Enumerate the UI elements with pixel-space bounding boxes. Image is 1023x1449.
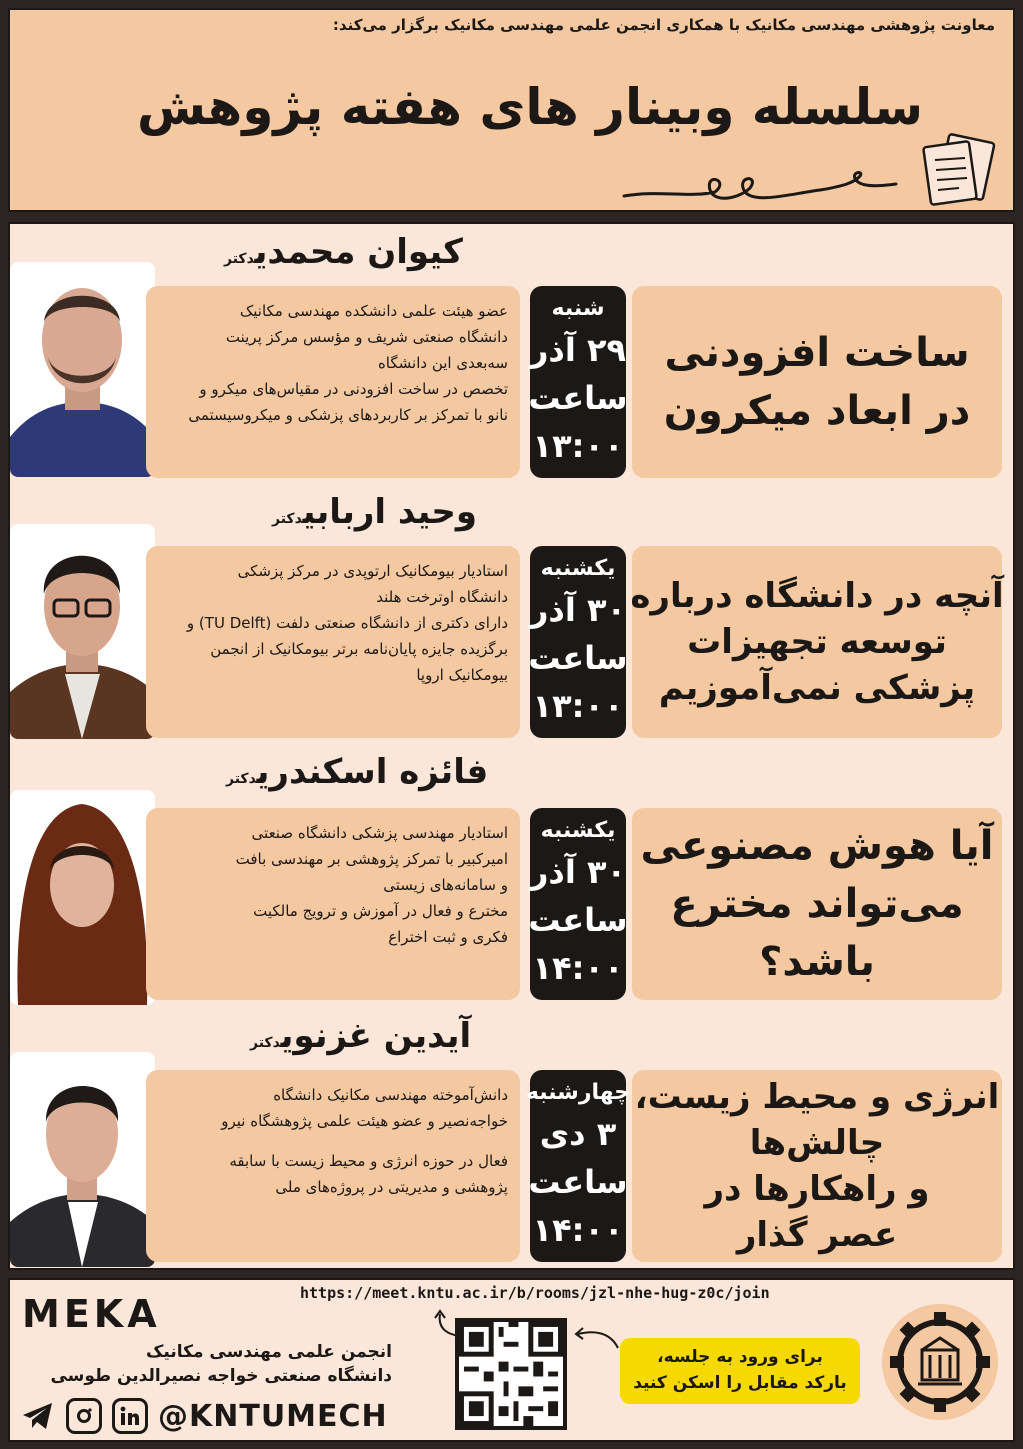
series-title: سلسله وبینار های هفته پژوهش [136, 78, 923, 136]
association-name: انجمن علمی مهندسی مکانیک دانشگاه صنعتی خواجه نصیرالدین طوسی [50, 1342, 392, 1386]
session-topic-4: انرژی و محیط زیست، چالش‌ها و راهکارها در عصر گذار [632, 1070, 1002, 1262]
speaker-photo-2 [10, 524, 155, 739]
meka-logo: MEKA [22, 1292, 161, 1336]
papers-icon [915, 130, 1005, 210]
meeting-url[interactable]: https://meet.kntu.ac.ir/b/rooms/jzl-nhe-hug-z0c/join [300, 1284, 770, 1302]
speaker-name-4: آیدین غزنویدکتر [250, 1016, 472, 1056]
session-date-1: شنبه ۲۹ آذر ساعت ۱۳:۰۰ [530, 286, 626, 478]
session-date-4: چهارشنبه ۳ دی ساعت ۱۴:۰۰ [530, 1070, 626, 1262]
speaker-photo-3 [10, 790, 155, 1005]
header [8, 8, 1015, 212]
speaker-photo-1 [10, 262, 155, 477]
swirl-icon [620, 168, 900, 208]
arrow-left-icon [570, 1322, 622, 1352]
session-date-2: یکشنبه ۳۰ آذر ساعت ۱۳:۰۰ [530, 546, 626, 738]
speaker-bio-4: دانش‌آموخته مهندسی مکانیک دانشگاه خواجه‌نصیر و عضو هیئت علمی پژوهشگاه نیرو فعال در حوزه انرژی و محیط زیست با سابقه پژوهشی و مدیریتی در پروژه‌های ملی [146, 1070, 520, 1262]
speaker-bio-1: عضو هیئت علمی دانشکده مهندسی مکانیک دانشگاه صنعتی شریف و مؤسس مرکز پرینت سه‌بعدی این دانشگاه تخصص در ساخت افزودنی در مقیاس‌های میکرو و نانو با تمرکز بر کاربردهای پزشکی و میکروسیستمی [146, 286, 520, 478]
instagram-icon[interactable] [66, 1398, 102, 1434]
speaker-name-3: فائزه اسکندریدکتر [226, 752, 489, 792]
speaker-photo-4 [10, 1052, 155, 1267]
social-links [20, 1396, 388, 1436]
speaker-bio-3: استادیار مهندسی پزشکی دانشگاه صنعتی امیرکبیر با تمرکز پژوهشی بر مهندسی بافت و سامانه‌های زیستی مخترع و فعال در آموزش و ترویج مالکیت فکری و ثبت اختراع [146, 808, 520, 1000]
speaker-name-1: کیوان محمدیدکتر [224, 232, 463, 272]
session-topic-1: ساخت افزودنی در ابعاد میکرون [632, 286, 1002, 478]
scan-instruction: برای ورود به جلسه، بارکد مقابل را اسکن کنید [620, 1338, 860, 1404]
sessions-panel [8, 222, 1015, 1270]
gear-logo-icon [878, 1300, 1002, 1424]
linkedin-icon[interactable] [112, 1398, 148, 1434]
speaker-bio-2: استادیار بیومکانیک ارتوپدی در مرکز پزشکی دانشگاه اوترخت هلند دارای دکتری از دانشگاه صنعتی دلفت (TU Delft) و برگزیده جایزه پایان‌نامه برتر بیومکانیک از انجمن بیومکانیک اروپا [146, 546, 520, 738]
telegram-icon[interactable] [20, 1398, 56, 1434]
organizer-line: معاونت پژوهشی مهندسی مکانیک با همکاری انجمن علمی مهندسی مکانیک برگزار می‌کند: [332, 16, 995, 34]
speaker-name-2: وحید اربابیدکتر [272, 492, 478, 532]
qr-code-icon[interactable] [455, 1318, 567, 1430]
session-topic-3: آیا هوش مصنوعی می‌تواند مخترع باشد؟ [632, 808, 1002, 1000]
session-date-3: یکشنبه ۳۰ آذر ساعت ۱۴:۰۰ [530, 808, 626, 1000]
session-topic-2: آنچه در دانشگاه درباره توسعه تجهیزات پزشکی نمی‌آموزیم [632, 546, 1002, 738]
footer [8, 1278, 1015, 1442]
social-handle[interactable]: @KNTUMECH [158, 1398, 388, 1434]
